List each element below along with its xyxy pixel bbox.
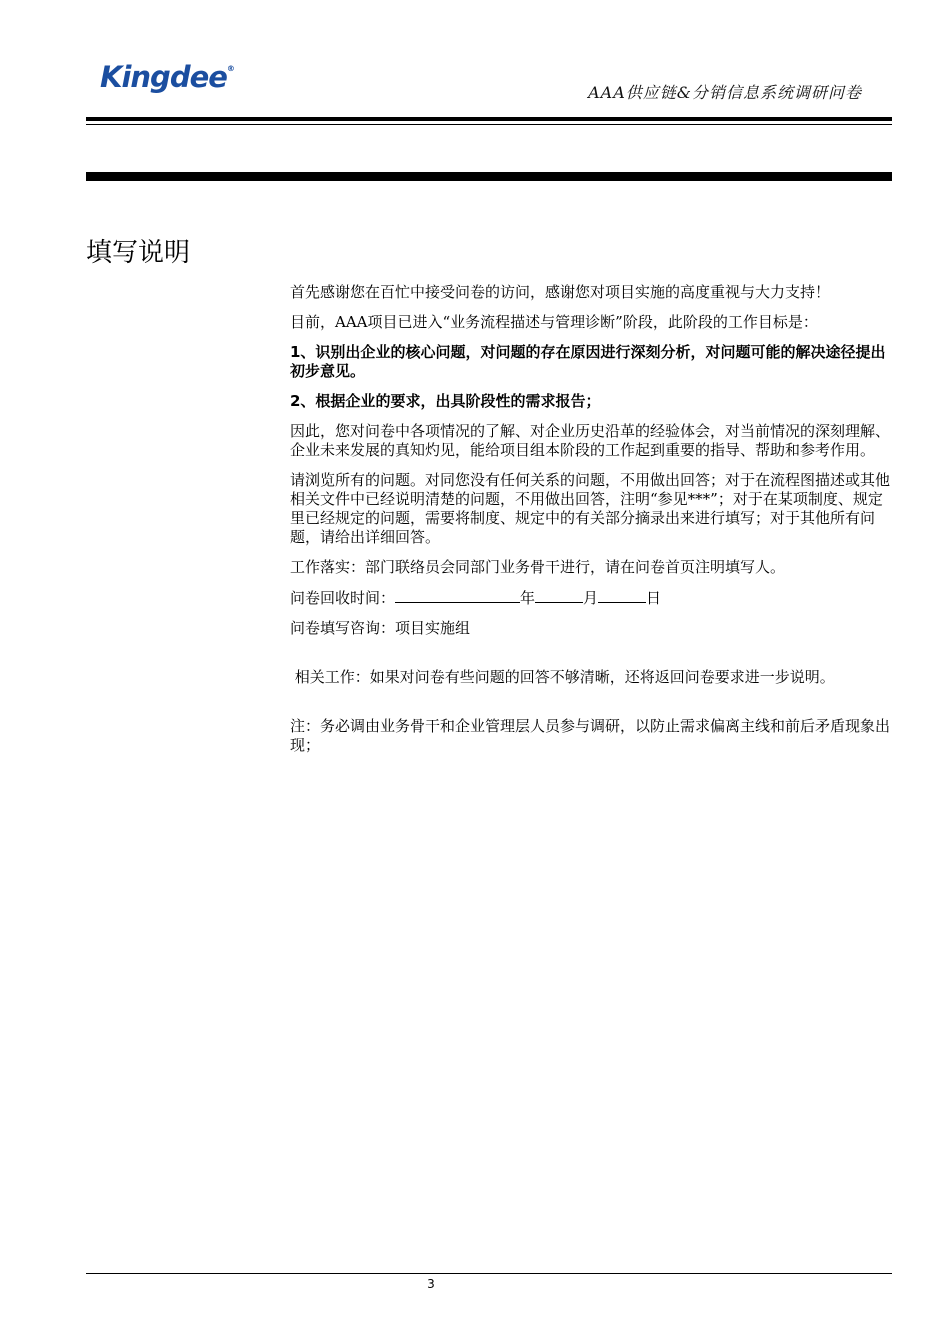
return-time-line: [290, 588, 896, 608]
instructions-body: [290, 283, 896, 766]
document-title: AAA供应链&分销信息系统调研问卷: [588, 83, 862, 102]
goal-item-1: 1、识别出企业的核心问题，对问题的存在原因进行深刻分析，对问题可能的解决途径提出初步意见。: [290, 343, 886, 380]
day-blank[interactable]: [598, 588, 646, 603]
header-divider-thin: [86, 124, 892, 125]
day-label: 日: [646, 589, 662, 607]
section-heading: 填写说明: [86, 238, 191, 268]
month-blank[interactable]: [535, 588, 583, 603]
footer-divider: [86, 1273, 892, 1274]
year-blank[interactable]: [395, 588, 520, 603]
section-band: [86, 172, 892, 181]
year-label: 年: [520, 589, 536, 607]
related-work-paragraph: 相关工作：如果对问卷有些问题的回答不够清晰，还将返回问卷要求进一步说明。: [290, 668, 835, 686]
intro-paragraph: 首先感谢您在百忙中接受问卷的访问，感谢您对项目实施的高度重视与大力支持！: [290, 283, 831, 301]
return-time-label: 问卷回收时间：: [290, 589, 396, 607]
answer-guidance-paragraph: 请浏览所有的问题。对同您没有任何关系的问题，不用做出回答；对于在流程图描述或其他相关文件中已经说明清楚的问题，不用做出回答，注明“参见***”；对于在某项制度、规定里已经规定的问题，需要将制度、规定中的有关部分摘录出来进行填写；对于其他所有问题，请给出详细回答。: [290, 471, 891, 546]
month-label: 月: [583, 589, 599, 607]
work-assignment-paragraph: 工作落实：部门联络员会同部门业务骨干进行，请在问卷首页注明填写人。: [290, 558, 786, 576]
registered-mark: ®: [226, 64, 234, 73]
page-number: 3: [427, 1277, 435, 1291]
kingdee-logo: [100, 60, 234, 94]
goal-item-2: 2、根据企业的要求，出具阶段性的需求报告；: [290, 392, 601, 410]
importance-paragraph: 因此，您对问卷中各项情况的了解、对企业历史沿革的经验体会，对当前情况的深刻理解、企业未来发展的真知灼见，能给项目组本阶段的工作起到重要的指导、帮助和参考作用。: [290, 422, 891, 459]
logo-text: Kingdee: [100, 60, 227, 94]
consult-line: 问卷填写咨询：项目实施组: [290, 619, 471, 637]
header-divider-thick: [86, 117, 892, 121]
note-paragraph: 注：务必调由业务骨干和企业管理层人员参与调研，以防止需求偏离主线和前后矛盾现象出现；: [290, 717, 891, 754]
stage-paragraph: 目前，AAA项目已进入“业务流程描述与管理诊断”阶段，此阶段的工作目标是：: [290, 313, 818, 331]
